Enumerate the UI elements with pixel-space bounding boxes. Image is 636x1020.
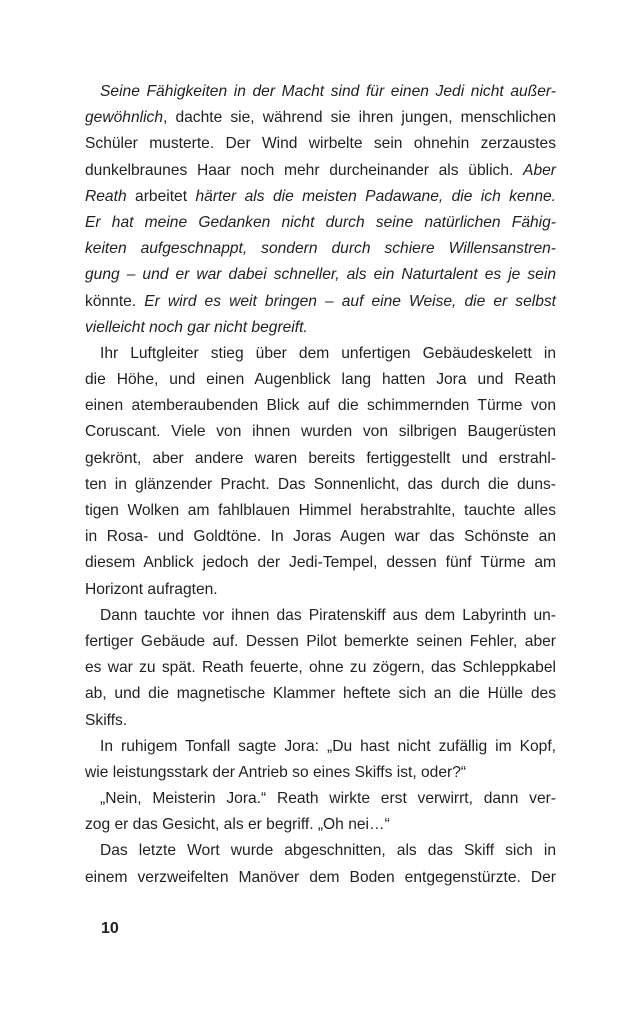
text-line <box>85 262 556 288</box>
text-line <box>85 79 556 105</box>
text-line <box>85 708 556 734</box>
text-line <box>85 184 556 210</box>
italic-text: gewöhnlich <box>85 109 164 127</box>
text-segment: „Nein, Meisterin Jora.“ Reath wirkte erst verwirrt, dann ver- <box>100 790 556 808</box>
text-line <box>85 838 556 864</box>
text-line <box>85 131 556 157</box>
text-segment: zog er das Gesicht, als er begriff. „Oh nei…“ <box>85 816 390 834</box>
text-segment: fertiger Gebäude auf. Dessen Pilot bemerkte seinen Fehler, aber <box>85 632 556 650</box>
text-segment: dunkelbraunes Haar noch mehr durcheinander als üblich. <box>85 161 524 179</box>
text-segment: gekrönt, aber andere waren bereits fertiggestellt und erstrahl- <box>85 449 556 467</box>
paragraph <box>85 79 556 341</box>
text-segment: tigen Wolken am fahlblauen Himmel herabstrahlte, tauchte alles <box>85 502 556 519</box>
text-line <box>85 760 556 786</box>
paragraph <box>85 603 556 734</box>
text-segment: einen atemberaubenden Blick auf die schimmernden Türme von <box>85 397 556 415</box>
text-line <box>85 393 556 419</box>
text-line <box>85 655 556 681</box>
text-line <box>85 681 556 707</box>
text-line <box>85 446 556 472</box>
text-line <box>85 367 556 393</box>
text-segment: in Rosa- und Goldtöne. In Joras Augen war das Schönste an <box>85 528 556 546</box>
text-line <box>85 105 556 131</box>
text-segment: einem verzweifelten Manöver dem Boden entgegenstürzte. Der <box>85 868 556 886</box>
italic-text: vielleicht noch gar nicht begreift. <box>85 318 308 336</box>
text-segment: diesem Anblick jedoch der Jedi-Tempel, dessen fünf Türme am <box>85 554 556 572</box>
text-line <box>85 236 556 262</box>
page-number: 10 <box>101 920 119 937</box>
paragraph <box>85 341 556 603</box>
text-segment: In ruhigem Tonfall sagte Jora: „Du hast nicht zufällig im Kopf, <box>100 737 556 755</box>
text-line <box>85 550 556 576</box>
text-segment: könnte. <box>85 292 145 310</box>
text-segment: Ihr Luftgleiter stieg über dem unfertigen Gebäudeskelett in <box>100 344 556 362</box>
body-text <box>85 79 556 891</box>
text-line <box>85 812 556 838</box>
text-line <box>85 786 556 812</box>
text-line <box>85 289 556 315</box>
paragraph <box>85 786 556 838</box>
text-line <box>85 629 556 655</box>
italic-text: härter als die meisten Padawane, die ich kenne. <box>195 187 557 205</box>
text-segment: ten in glänzender Pracht. Das Sonnenlicht, das durch die duns- <box>85 475 556 493</box>
text-segment: ab, und die magnetische Klammer heftete sich an die Hülle des <box>85 685 556 703</box>
text-line <box>85 341 556 367</box>
text-segment: Coruscant. Viele von ihnen wurden von silbrigen Baugerüsten <box>85 423 556 441</box>
text-line <box>85 603 556 629</box>
text-line <box>85 524 556 550</box>
text-segment: es war zu spät. Reath feuerte, ohne zu zögern, das Schleppkabel <box>85 659 556 677</box>
paragraph <box>85 734 556 786</box>
text-line <box>85 315 556 341</box>
italic-text: Er wird es weit bringen – auf eine Weise, die er selbst <box>144 292 557 310</box>
text-segment: , dachte sie, während sie ihren jungen, menschlichen <box>163 109 556 127</box>
text-line <box>85 158 556 184</box>
italic-text: Er hat meine Gedanken nicht durch seine natürlichen Fähig- <box>85 213 556 231</box>
text-line <box>85 210 556 236</box>
text-line <box>85 419 556 445</box>
text-segment: Skiffs. <box>85 711 128 729</box>
text-line <box>85 734 556 760</box>
text-segment: Schüler musterte. Der Wind wirbelte sein ohnehin zerzaustes <box>85 135 556 153</box>
italic-text: keiten aufgeschnappt, sondern durch schiere Willensanstren- <box>85 240 556 258</box>
italic-text: gung – und er war dabei schneller, als ein Naturtalent es je sein <box>85 266 556 284</box>
text-line <box>85 865 556 891</box>
text-segment: Horizont aufragten. <box>85 580 218 598</box>
text-line <box>85 498 556 524</box>
paragraph <box>85 838 556 890</box>
text-line <box>85 472 556 498</box>
italic-text: Aber <box>523 161 556 179</box>
text-segment: Dann tauchte vor ihnen das Piratenskiff aus dem Labyrinth un- <box>100 606 556 624</box>
text-segment: arbeitet <box>126 187 196 205</box>
text-segment: wie leistungsstark der Antrieb so eines Skiffs ist, oder?“ <box>85 763 467 781</box>
text-segment: Das letzte Wort wurde abgeschnitten, als das Skiff sich in <box>100 842 556 860</box>
italic-text: Seine Fähigkeiten in der Macht sind für einen Jedi nicht außer- <box>100 83 556 100</box>
text-segment: die Höhe, und einen Augenblick lang hatten Jora und Reath <box>85 371 556 389</box>
italic-text: Reath <box>85 187 127 205</box>
text-line <box>85 577 556 603</box>
